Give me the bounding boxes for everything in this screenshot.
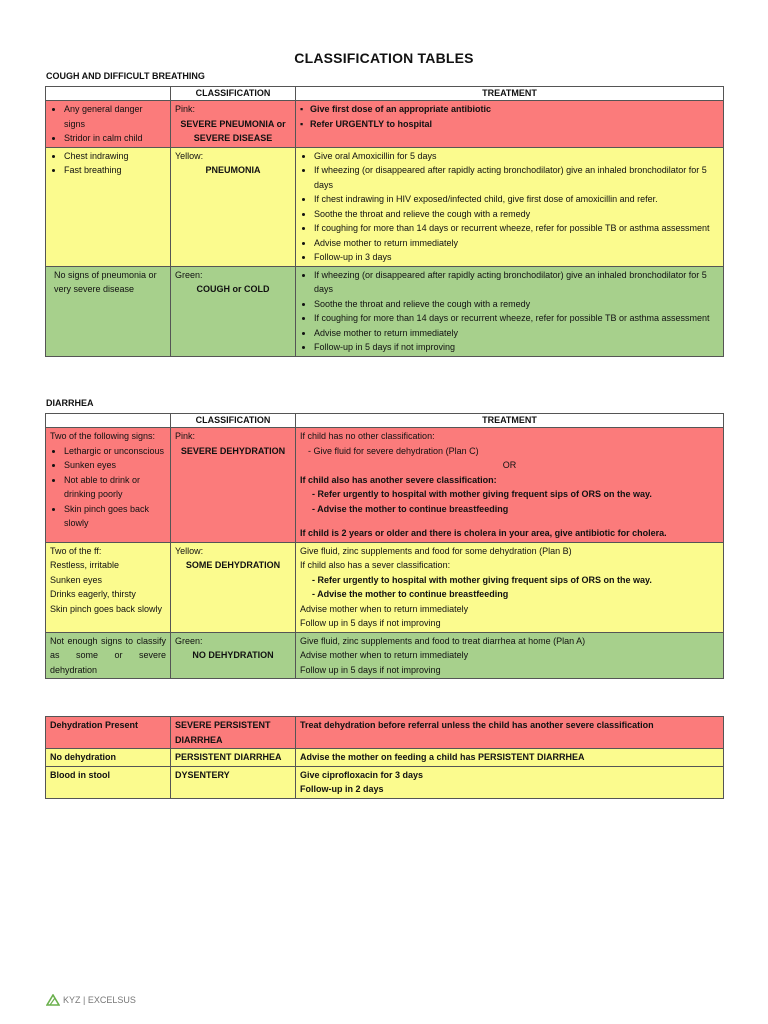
class-color-label: Green: bbox=[175, 269, 203, 280]
classification-cell bbox=[171, 147, 296, 266]
header-treatment: TREATMENT bbox=[296, 414, 724, 428]
signs-line: Sunken eyes bbox=[50, 574, 103, 585]
treatment-cell bbox=[296, 766, 724, 798]
treatment-line: OR bbox=[502, 460, 517, 470]
footer-logo bbox=[46, 994, 136, 1006]
classification-cell bbox=[171, 101, 296, 148]
treatment-line: Give ciprofloxacin for 3 days bbox=[300, 769, 424, 780]
signs-intro: Two of the following signs: bbox=[50, 431, 156, 441]
list-item: • Skin pinch goes back slowly bbox=[64, 502, 166, 531]
sign-cell: No dehydration bbox=[46, 749, 171, 767]
treatment-line: - Refer urgently to hospital with mother giving frequent sips of ORS on the way. bbox=[312, 489, 652, 499]
header-classification: CLASSIFICATION bbox=[171, 414, 296, 428]
section-title-diarrhea: DIARRHEA bbox=[46, 398, 94, 408]
classification-cell: SEVERE PERSISTENT DIARRHEA bbox=[171, 717, 296, 749]
list-item: • Chest indrawing bbox=[64, 149, 166, 164]
class-color-label: Pink: bbox=[175, 431, 196, 441]
section-title-cough: COUGH AND DIFFICULT BREATHING bbox=[46, 71, 205, 81]
treatment-line: - Advise the mother to continue breastfeeding bbox=[312, 503, 509, 514]
header-signs bbox=[46, 414, 171, 428]
class-name: COUGH or COLD bbox=[196, 284, 270, 294]
page-title: CLASSIFICATION TABLES bbox=[294, 50, 474, 66]
list-item: • Soothe the throat and relieve the cough with a remedy bbox=[314, 297, 719, 312]
treatment-line: Advise mother when to return immediately bbox=[300, 603, 469, 614]
list-item: • If coughing for more than 14 days or recurrent wheeze, refer for possible TB or asthma assessment bbox=[314, 221, 719, 236]
signs-line: Two of the ff: bbox=[50, 545, 102, 556]
treatment-line: If child is 2 years or older and there is cholera in your area, give antibiotic for cholera. bbox=[300, 528, 667, 538]
logo-text: KYZ | EXCELSUS bbox=[63, 995, 136, 1005]
signs-cell bbox=[46, 266, 171, 356]
table-row bbox=[46, 266, 724, 356]
treatment-cell: Treat dehydration before referral unless the child has another severe classification bbox=[296, 717, 724, 749]
signs-cell bbox=[46, 428, 171, 543]
treatment-line: If child also has another severe classification: bbox=[300, 474, 497, 485]
table-row bbox=[46, 147, 724, 266]
signs-cell bbox=[46, 632, 171, 679]
treatment-cell bbox=[296, 101, 724, 148]
treatment-line: Give fluid, zinc supplements and food for some dehydration (Plan B) bbox=[300, 545, 572, 556]
list-item: • If chest indrawing in HIV exposed/infected child, give first dose of amoxicillin and refer. bbox=[314, 192, 719, 207]
list-item: • Give oral Amoxicillin for 5 days bbox=[314, 149, 719, 164]
cough-table bbox=[45, 86, 724, 357]
signs-cell bbox=[46, 542, 171, 632]
treatment-cell: Advise the mother on feeding a child has PERSISTENT DIARRHEA bbox=[296, 749, 724, 767]
signs-line: Drinks eagerly, thirsty bbox=[50, 589, 136, 599]
sign-cell: Blood in stool bbox=[46, 766, 171, 798]
treatment-line: - Give fluid for severe dehydration (Plan C) bbox=[308, 445, 479, 456]
list-item: • Advise mother to return immediately bbox=[314, 236, 719, 251]
classification-cell bbox=[171, 542, 296, 632]
treatment-cell bbox=[296, 147, 724, 266]
diarrhea-table bbox=[45, 413, 724, 679]
treatment-line: If child has no other classification: bbox=[300, 431, 435, 441]
class-color-label: Yellow: bbox=[175, 545, 204, 556]
list-item: • Stridor in calm child bbox=[64, 131, 166, 146]
class-color-label: Green: bbox=[175, 635, 203, 646]
signs-line: Skin pinch goes back slowly bbox=[50, 603, 163, 614]
header-signs bbox=[46, 87, 171, 101]
list-item: • Lethargic or unconscious bbox=[64, 444, 166, 459]
treatment-line: Give fluid, zinc supplements and food to treat diarrhea at home (Plan A) bbox=[300, 635, 586, 646]
classification-cell: PERSISTENT DIARRHEA bbox=[171, 749, 296, 767]
class-name: PNEUMONIA bbox=[205, 165, 261, 175]
signs-text: Not enough signs to classify as some or severe dehydration bbox=[50, 635, 166, 675]
sign-cell: Dehydration Present bbox=[46, 717, 171, 749]
table-row bbox=[46, 632, 724, 679]
table-header-row bbox=[46, 87, 724, 101]
class-name: NO DEHYDRATION bbox=[192, 650, 274, 660]
classification-cell bbox=[171, 632, 296, 679]
classification-cell bbox=[171, 428, 296, 543]
list-item: ▪ Refer URGENTLY to hospital bbox=[310, 117, 719, 132]
list-item: • Soothe the throat and relieve the cough with a remedy bbox=[314, 207, 719, 222]
list-item: • Follow-up in 5 days if not improving bbox=[314, 340, 719, 355]
treatment-cell bbox=[296, 266, 724, 356]
class-name: SOME DEHYDRATION bbox=[185, 560, 281, 570]
treatment-line: Follow up in 5 days if not improving bbox=[300, 664, 441, 675]
list-item: • Not able to drink or drinking poorly bbox=[64, 473, 166, 502]
classification-cell: DYSENTERY bbox=[171, 766, 296, 798]
table-row bbox=[46, 428, 724, 543]
list-item: • Any general danger signs bbox=[64, 102, 166, 131]
table-row bbox=[46, 766, 724, 798]
signs-line: Restless, irritable bbox=[50, 560, 120, 570]
table-row bbox=[46, 542, 724, 632]
treatment-cell bbox=[296, 542, 724, 632]
list-item: • If coughing for more than 14 days or recurrent wheeze, refer for possible TB or asthma assessment bbox=[314, 311, 719, 326]
persistent-diarrhea-table bbox=[45, 716, 724, 799]
treatment-line: - Refer urgently to hospital with mother giving frequent sips of ORS on the way. bbox=[312, 574, 652, 585]
list-item: • Fast breathing bbox=[64, 163, 166, 178]
signs-cell bbox=[46, 147, 171, 266]
treatment-line: - Advise the mother to continue breastfeeding bbox=[312, 589, 509, 599]
class-color-label: Pink: bbox=[175, 104, 196, 114]
class-name: SEVERE PNEUMONIA or SEVERE DISEASE bbox=[180, 118, 286, 143]
list-item: • Follow-up in 3 days bbox=[314, 250, 719, 265]
treatment-line: Advise mother when to return immediately bbox=[300, 650, 469, 660]
class-name: SEVERE DEHYDRATION bbox=[180, 445, 286, 456]
signs-cell bbox=[46, 101, 171, 148]
treatment-cell bbox=[296, 428, 724, 543]
list-item: • Advise mother to return immediately bbox=[314, 326, 719, 341]
treatment-line: Follow up in 5 days if not improving bbox=[300, 618, 441, 628]
classification-cell bbox=[171, 266, 296, 356]
treatment-line: If child also has a sever classification: bbox=[300, 560, 451, 570]
signs-text: No signs of pneumonia or very severe disease bbox=[54, 269, 157, 294]
table-row bbox=[46, 101, 724, 148]
list-item: • If wheezing (or disappeared after rapidly acting bronchodilator) give an inhaled bronchodilator for 5 days bbox=[314, 268, 719, 297]
list-item: • If wheezing (or disappeared after rapidly acting bronchodilator) give an inhaled bronchodilator for 5 days bbox=[314, 163, 719, 192]
table-row bbox=[46, 717, 724, 749]
treatment-cell bbox=[296, 632, 724, 679]
list-item: • Sunken eyes bbox=[64, 458, 166, 473]
list-item: ▪ Give first dose of an appropriate antibiotic bbox=[310, 102, 719, 117]
treatment-line: Follow-up in 2 days bbox=[300, 784, 384, 794]
header-classification: CLASSIFICATION bbox=[171, 87, 296, 101]
header-treatment: TREATMENT bbox=[296, 87, 724, 101]
triangle-logo-icon bbox=[46, 994, 60, 1006]
class-color-label: Yellow: bbox=[175, 150, 204, 161]
table-header-row bbox=[46, 414, 724, 428]
table-row bbox=[46, 749, 724, 767]
